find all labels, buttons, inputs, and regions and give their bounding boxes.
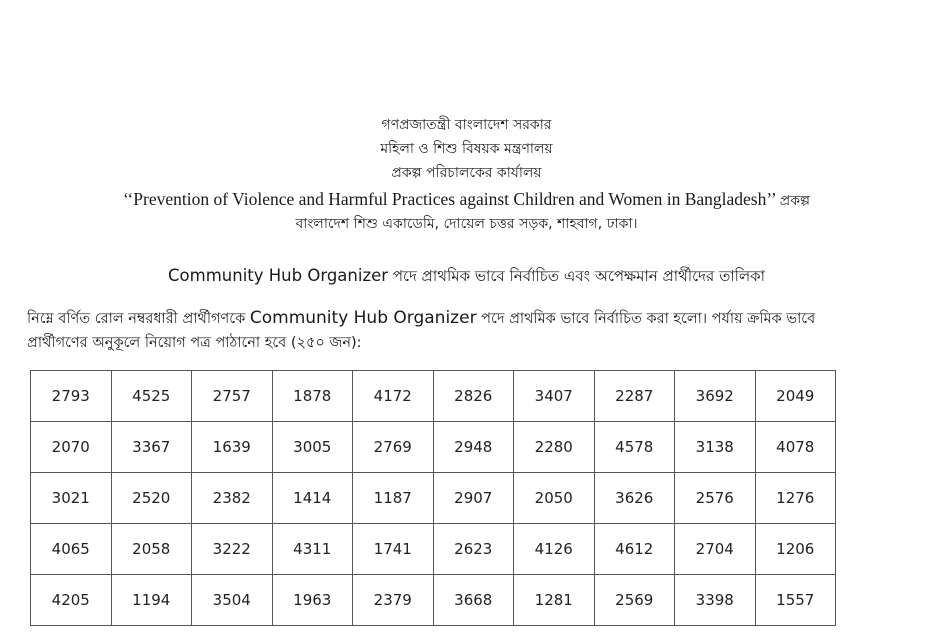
roll-number-cell: 3668	[433, 575, 514, 626]
roll-number-cell: 1276	[755, 473, 836, 524]
roll-number-cell: 3504	[192, 575, 273, 626]
roll-number-cell: 2070	[31, 422, 112, 473]
list-title-text: পদে প্রাথমিক ভাবে নির্বাচিত এবং অপেক্ষমান প্রার্থীদের তালিকা	[392, 267, 765, 285]
roll-number-cell: 1741	[353, 524, 434, 575]
notice-part3: পদে প্রাথমিক ভাবে নির্বাচিত করা হলো। পর্যায় ক্রমিক ভাবে	[481, 311, 816, 327]
roll-number-cell: 2757	[192, 371, 273, 422]
roll-number-cell: 4078	[755, 422, 836, 473]
roll-number-cell: 2520	[111, 473, 192, 524]
header-address: বাংলাদেশ শিশু একাডেমি, দোয়েল চত্তর সড়ক, শাহবাগ, ঢাকা।	[295, 216, 638, 232]
roll-number-cell: 2058	[111, 524, 192, 575]
roll-number-cell: 2793	[31, 371, 112, 422]
roll-number-cell: 3005	[272, 422, 353, 473]
roll-number-cell: 2576	[675, 473, 756, 524]
roll-number-cell: 2704	[675, 524, 756, 575]
project-word-bn: প্রকল্প	[779, 193, 811, 209]
roll-table-container	[30, 370, 836, 636]
roll-number-cell: 4525	[111, 371, 192, 422]
roll-number-cell: 2623	[433, 524, 514, 575]
roll-number-cell: 3692	[675, 371, 756, 422]
project-name-en: ‘‘Prevention of Violence and Harmful Practices against Children and Women in Bangladesh’’	[122, 189, 776, 209]
roll-number-cell: 4172	[353, 371, 434, 422]
header-government: গণপ্রজাতন্ত্রী বাংলাদেশ সরকার	[381, 117, 552, 133]
table-row	[31, 524, 836, 575]
roll-number-cell: 1194	[111, 575, 192, 626]
table-row	[31, 422, 836, 473]
roll-number-cell: 2382	[192, 473, 273, 524]
roll-number-cell: 2280	[514, 422, 595, 473]
roll-number-cell: 2907	[433, 473, 514, 524]
roll-number-cell: 2050	[514, 473, 595, 524]
roll-number-cell: 2769	[353, 422, 434, 473]
roll-number-cell: 3222	[192, 524, 273, 575]
notice-paragraph-line2: প্রার্থীগণের অনুকূলে নিয়োগ পত্র পাঠানো হবে (২৫০ জন):	[27, 335, 362, 351]
roll-number-cell: 3626	[594, 473, 675, 524]
header-ministry: মহিলা ও শিশু বিষয়ক মন্ত্রণালয়	[380, 141, 553, 157]
header-office: প্রকল্প পরিচালকের কার্যালয়	[391, 165, 542, 181]
header-project-name	[0, 190, 933, 210]
roll-number-cell: 3367	[111, 422, 192, 473]
roll-number-cell: 4612	[594, 524, 675, 575]
roll-number-cell: 1281	[514, 575, 595, 626]
roll-number-cell: 1414	[272, 473, 353, 524]
roll-number-cell: 4311	[272, 524, 353, 575]
roll-number-cell: 2049	[755, 371, 836, 422]
roll-number-cell: 1557	[755, 575, 836, 626]
roll-number-cell: 4205	[31, 575, 112, 626]
table-row	[31, 473, 836, 524]
notice-part1: নিম্নে বর্ণিত রোল নম্বরধারী প্রার্থীগণকে	[27, 311, 246, 327]
roll-number-cell: 2569	[594, 575, 675, 626]
notice-paragraph-line1	[27, 308, 907, 329]
roll-number-cell: 1963	[272, 575, 353, 626]
roll-number-cell: 4578	[594, 422, 675, 473]
roll-number-cell: 3021	[31, 473, 112, 524]
table-row	[31, 371, 836, 422]
roll-number-cell: 1878	[272, 371, 353, 422]
notice-position: Community Hub Organizer	[249, 308, 477, 328]
roll-number-cell: 3398	[675, 575, 756, 626]
roll-number-cell: 4126	[514, 524, 595, 575]
roll-number-cell: 2379	[353, 575, 434, 626]
table-row	[31, 575, 836, 626]
roll-number-cell: 1206	[755, 524, 836, 575]
list-title-position: Community Hub Organizer	[168, 266, 389, 285]
roll-number-cell: 3138	[675, 422, 756, 473]
roll-number-cell: 1639	[192, 422, 273, 473]
roll-number-cell: 1187	[353, 473, 434, 524]
roll-number-cell: 3407	[514, 371, 595, 422]
roll-number-cell: 2287	[594, 371, 675, 422]
list-title	[0, 266, 933, 286]
roll-number-cell: 2826	[433, 371, 514, 422]
roll-number-cell: 2948	[433, 422, 514, 473]
roll-number-table	[30, 370, 836, 626]
roll-number-cell: 4065	[31, 524, 112, 575]
